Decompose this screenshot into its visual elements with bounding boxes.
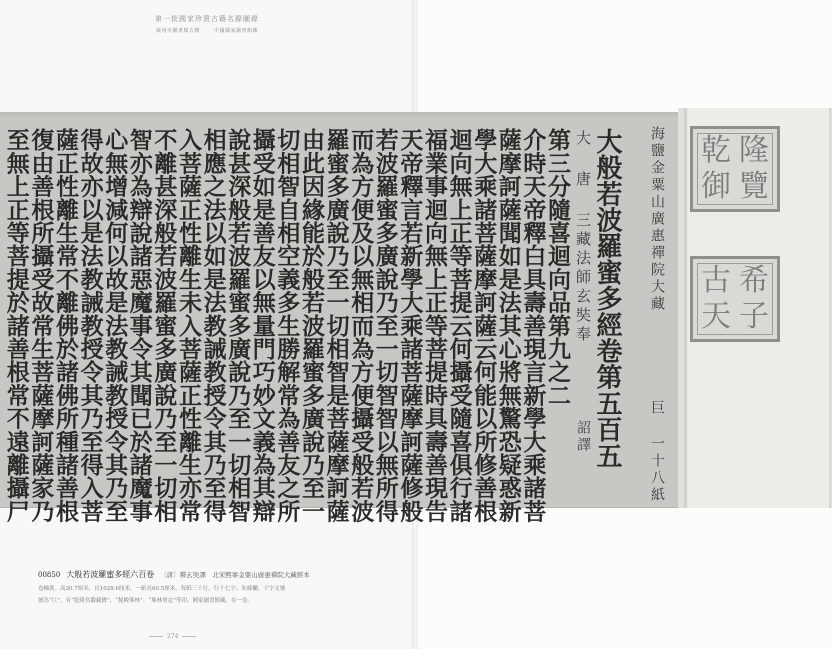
scroll-text-column: 不離甚深般若波羅蜜多廣說乃至一切相: [150, 128, 178, 523]
scroll-text-column: 切相智自相空義多生勝解常為善友之所: [273, 128, 301, 523]
scroll-text-column: 智亦為辯說諸惡魔事令其聞已於諸魔事: [125, 128, 153, 523]
scroll-text-column: 薩摩訶薩聞如是法其心將無驚恐疑惑新: [494, 128, 522, 523]
sutra-title: 大般若波羅蜜多經卷第五百五: [592, 128, 622, 469]
translator-line: 大 唐 三藏法師玄奘奉: [574, 130, 592, 345]
scroll-text-column: 薩正性離生常不離佛於諸佛所種諸善根: [52, 128, 79, 523]
running-head-subtitle: [0, 27, 414, 34]
caption-description-2: 號為“巨”。有“乾隆宮鑑藏寶”、“秘殿珠林”、“珠林重定”等印。國家圖書館藏，存一卷。: [38, 598, 253, 604]
scroll-text-column: 由此因緣能於般若波羅蜜多廣說乃至一: [298, 128, 325, 523]
page-number: 274: [145, 633, 200, 640]
translator-end: 詔譯: [575, 420, 591, 454]
scroll-text-column: 福業事迴向無上正等菩提時具壽善現告: [421, 128, 448, 523]
scroll-text-column: 心無增減何以故是法教誡教授令其乃至: [101, 128, 129, 523]
running-head-right: 中國國家圖書館藏: [214, 28, 259, 34]
seal-lower: 古 希 天 子: [690, 256, 780, 342]
caption-description-1: 卷軸裝。高30.7厘米，長1029.6厘米。一紙長60.5厘米，每紙三十行，行十七字。朱絲欄。千字文號: [38, 586, 286, 592]
caption: [38, 569, 368, 604]
caption-title: 大般若波羅蜜多經六百卷: [66, 570, 155, 579]
scroll-text-column: 說甚深般若波羅蜜多廣說乃至一切相智: [224, 128, 252, 523]
running-head-left: 廣州市圖書館古籍: [155, 28, 200, 34]
running-head: [0, 14, 414, 34]
scroll-text-column: 至無上正等菩提於諸善根常不遠離攝尸: [2, 128, 30, 523]
volume-label: 巨 一十八紙: [649, 400, 665, 504]
scroll-text-column: 天帝釋言若新學大乘諸菩薩摩訶薩修般: [396, 128, 424, 523]
scroll-text-column: 介時天帝釋白具壽善現言新學大乘諸菩: [519, 128, 547, 523]
scroll-text-column: 攝受如是善友以無量門巧妙文義為其辯: [248, 128, 276, 523]
scroll-text-column: 而為方便及以無相而為方便攝受般若波: [347, 128, 375, 523]
seal-upper: 乾 隆 御 覽: [690, 126, 780, 212]
scroll-text-column: 學大乘諸菩薩摩訶薩云何能以所修善根: [470, 128, 498, 523]
scroll-text-column: 第三分隨喜迴向品第九之二: [544, 128, 571, 407]
scroll-text-column: 若波羅蜜多廣說乃至一切智智以無所得: [371, 128, 399, 523]
scroll-text-column: 得故亦以是法教誡教授令其乃至得入菩: [76, 128, 104, 523]
running-head-title: 第一批國家珍貴古籍名錄圖錄: [155, 15, 259, 23]
scroll-text-column: 迴向無上正等菩提云何攝受隨喜俱行諸: [445, 128, 473, 523]
scroll-text-column: 入菩薩正性離生未入菩薩正性離生亦常: [175, 128, 202, 523]
collection-label: 海鹽金粟山廣惠禪院大藏: [649, 126, 665, 313]
scroll-text-column: 相應之法以如是法教誡教授令其乃至得: [199, 128, 227, 523]
caption-credit: 〔唐〕釋玄奘譯 北宋熙寧金粟山廣惠禪院大藏經本: [160, 571, 310, 579]
scroll-text-column: 復由善根所攝受故常生菩薩摩訶薩家乃: [27, 128, 55, 523]
caption-heading: [38, 569, 368, 580]
scroll-text-column: 羅蜜多廣說乃至一切相智是菩薩摩訶薩: [322, 128, 350, 523]
caption-number: 00850: [38, 571, 61, 579]
